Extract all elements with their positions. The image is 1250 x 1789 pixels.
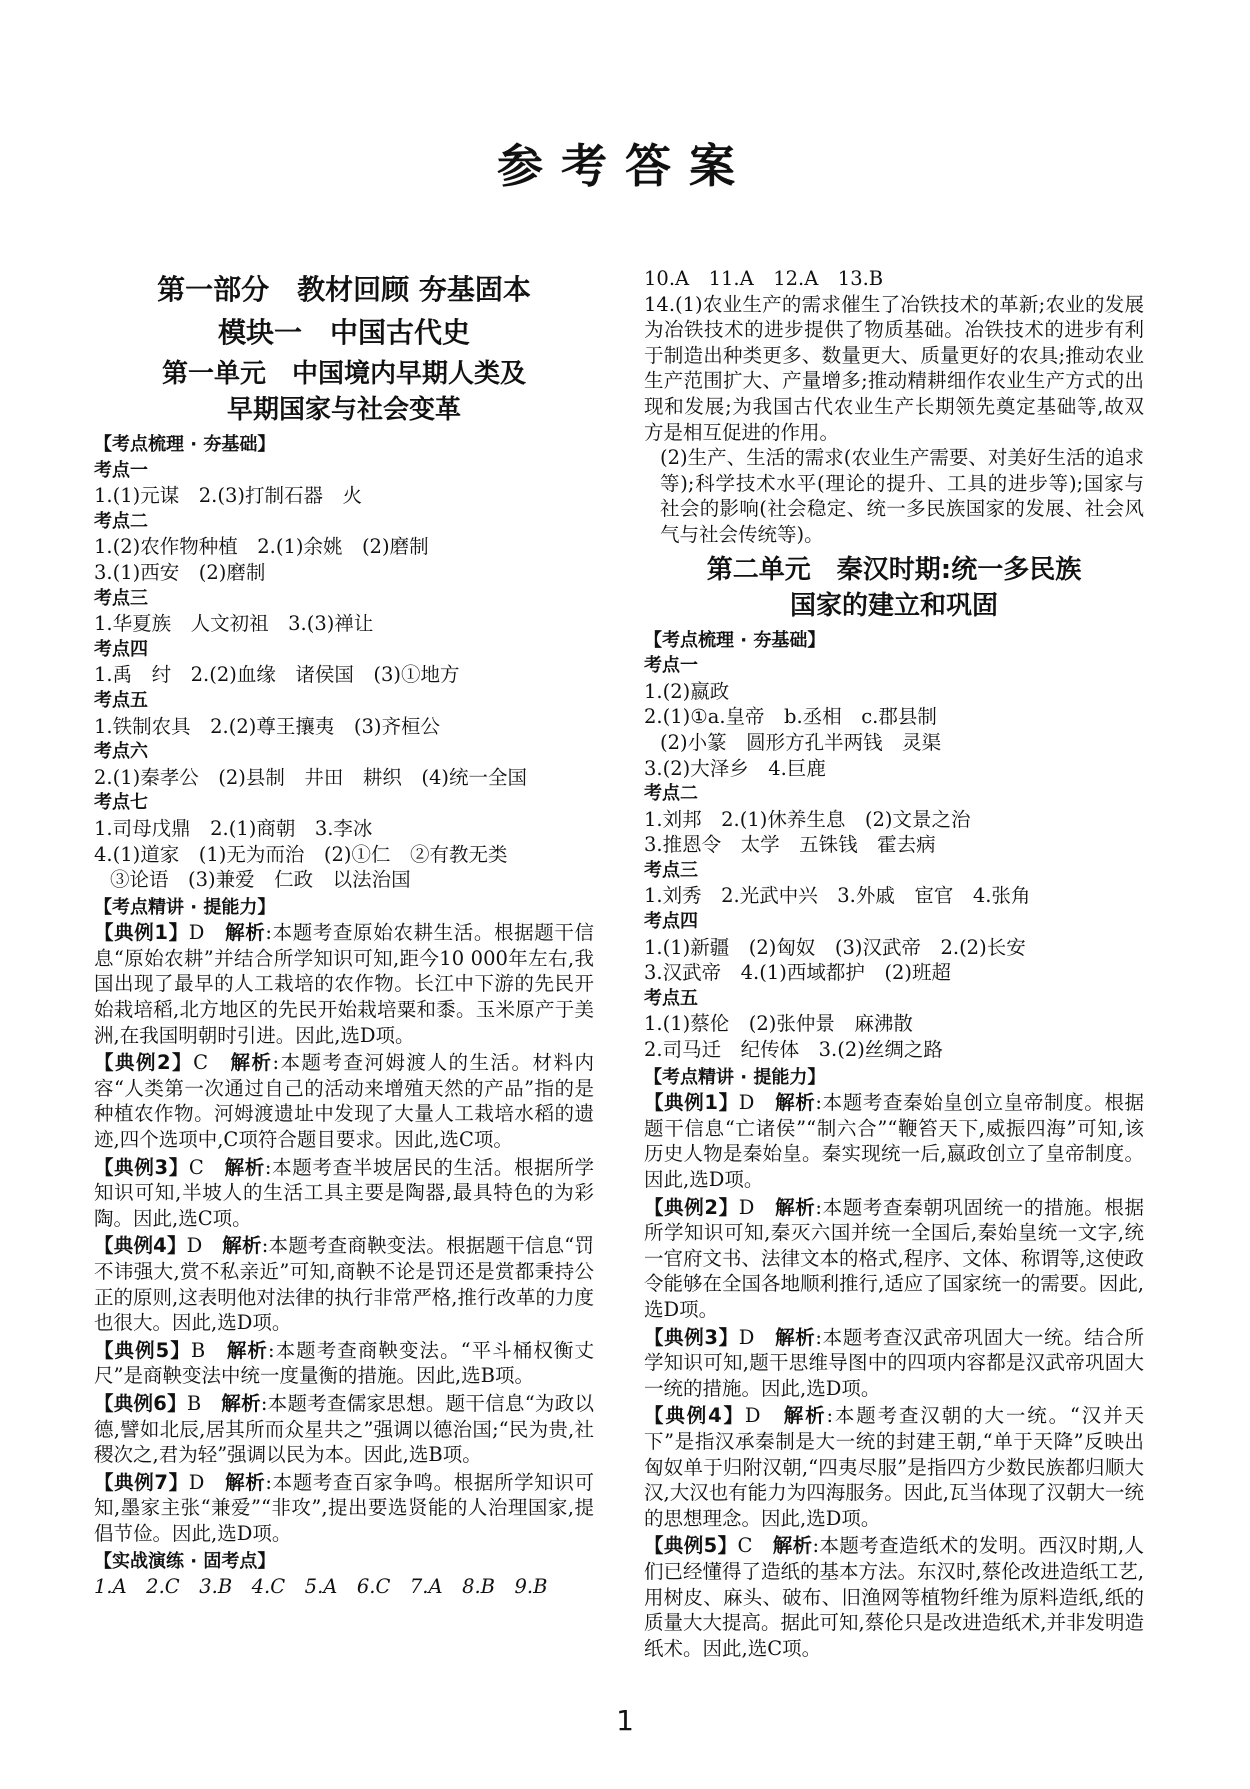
answer-line: 2.司马迁 纪传体 3.(2)丝绸之路	[644, 1038, 943, 1062]
unit-title-line1: 第一单元 中国境内早期人类及	[161, 359, 526, 389]
answer-line: 1.华夏族 人文初祖 3.(3)禅让	[94, 612, 374, 636]
answer-line: 1.(2)嬴政	[644, 679, 730, 703]
question-14-part2: (2)生产、生活的需求(农业生产需要、对美好生活的追求等);科学技术水平(理论的提升、工具的进步等);国家与社会的影响(社会稳定、统一多民族国家的发展、社会风气与社会传统等)。	[660, 446, 1144, 546]
kaodian-heading: 考点四	[644, 911, 698, 933]
answer-line: 1.刘邦 2.(1)休养生息 (2)文景之治	[644, 807, 971, 831]
unit-title-line2: 早期国家与社会变革	[226, 395, 461, 425]
answer-line: 3.(1)西安 (2)磨制	[94, 560, 266, 584]
kaodian-heading: 考点一	[644, 655, 698, 677]
page-number: 1	[616, 1704, 634, 1737]
example-2: 【典例2】D 解析:本题考查秦朝巩固统一的措施。根据所学知识可知,秦灭六国并统一全国后,秦始皇统一文字,统一官府文书、法律文本的格式,程序、文体、称谓等,这使政令能够在全国各地顺利推行,适应了国家统一的需要。因此,选D项。	[644, 1195, 1144, 1321]
answer-line: 3.推恩令 太学 五铢钱 霍去病	[644, 833, 936, 857]
example-1: 【典例1】D 解析:本题考查秦始皇创立皇帝制度。根据题干信息“亡诸侯”“制六合”“鞭笞天下,威振四海”可知,该历史人物是秦始皇。秦实现统一后,嬴政创立了皇帝制度。因此,选D项。	[644, 1091, 1144, 1191]
example-4: 【典例4】D 解析:本题考查汉朝的大一统。“汉并天下”是指汉承秦制是大一统的封建王朝,“单于天降”反映出匈奴单于归附汉朝,“四夷尽服”是指四方少数民族都归顺大汉,大汉也有能力为四海服务。因此,瓦当体现了汉朝大一统的思想理念。因此,选D项。	[644, 1404, 1144, 1530]
kaodian-heading: 考点五	[644, 987, 698, 1009]
section-header: 【考点梳理 · 夯基础】	[94, 434, 276, 455]
answer-line: (2)小篆 圆形方孔半两钱 灵渠	[660, 730, 942, 754]
kaodian-heading: 考点三	[644, 859, 698, 881]
example-3: 【典例3】C 解析:本题考查半坡居民的生活。根据所学知识可知,半坡人的生活工具主要是陶器,最具特色的为彩陶。因此,选C项。	[94, 1155, 594, 1230]
example-5: 【典例5】B 解析:本题考查商鞅变法。“平斗桶权衡丈尺”是商鞅变法中统一度量衡的措施。因此,选B项。	[94, 1338, 594, 1388]
answer-line: 10.A 11.A 12.A 13.B	[644, 267, 884, 290]
module-title: 模块一 中国古代史	[217, 316, 470, 349]
answer-line: 2.(1)秦孝公 (2)县制 井田 耕织 (4)统一全国	[94, 765, 527, 789]
section-header: 【考点梳理 · 夯基础】	[644, 629, 826, 651]
answer-line: 1.(1)元谋 2.(3)打制石器 火	[94, 484, 362, 508]
kaodian-heading: 考点四	[94, 638, 148, 660]
section-header: 【实战演练 · 固考点】	[94, 1550, 276, 1572]
answer-line: 1.刘秀 2.光武中兴 3.外戚 宦官 4.张角	[644, 884, 1031, 908]
kaodian-heading: 考点七	[94, 792, 148, 814]
example-6: 【典例6】B 解析:本题考查儒家思想。题干信息“为政以德,譬如北辰,居其所而众星共之”强调以德治国;“民为贵,社稷次之,君为轻”强调以民为本。因此,选B项。	[94, 1391, 594, 1467]
page-title: 参考答案	[497, 139, 753, 193]
kaodian-heading: 考点一	[94, 459, 148, 481]
kaodian-heading: 考点五	[94, 689, 148, 711]
example-2: 【典例2】C 解析:本题考查河姆渡人的生活。材料内容“人类第一次通过自己的活动来增殖天然的产品”指的是种植农作物。河姆渡遗址中发现了大量人工栽培水稻的遗迹,四个选项中,C项符合题目要求。因此,选C项。	[94, 1051, 594, 1152]
example-5: 【典例5】C 解析:本题考查造纸术的发明。西汉时期,人们已经懂得了造纸的基本方法。东汉时,蔡伦改进造纸工艺,用树皮、麻头、破布、旧渔网等植物纤维为原料造纸,纸的质量大大提高。据此可知,蔡伦只是改进造纸术,并非发明造纸术。因此,选C项。	[644, 1534, 1144, 1660]
kaodian-heading: 考点六	[94, 741, 148, 763]
section-header: 【考点精讲 · 提能力】	[94, 896, 276, 918]
example-3: 【典例3】D 解析:本题考查汉武帝巩固大一统。结合所学知识可知,题干思维导图中的四项内容都是汉武帝巩固大一统的措施。因此,选D项。	[644, 1325, 1144, 1400]
question-14-part1: 14.(1)农业生产的需求催生了冶铁技术的革新;农业的发展为冶铁技术的进步提供了物质基础。冶铁技术的进步有利于制造出种类更多、数量更大、质量更好的农具;推动农业生产范围扩大、产量增多;推动精耕细作农业生产方式的出现和发展;为我国古代农业生产长期领先奠定基础等,故双方是相互促进的作用。	[644, 292, 1144, 444]
example-4: 【典例4】D 解析:本题考查商鞅变法。根据题干信息“罚不讳强大,赏不私亲近”可知,商鞅不论是罚还是赏都秉持公正的原则,这表明他对法律的执行非常严格,推行改革的力度也很大。因此,选D项。	[94, 1234, 594, 1335]
example-1: 【典例1】D 解析:本题考查原始农耕生活。根据题干信息“原始农耕”并结合所学知识可知,距今10 000年左右,我国出现了最早的人工栽培的农作物。长江中下游的先民开始栽培稻,北方地区的先民开始栽培粟和黍。玉米原产于美洲,在我国明朝时引进。因此,选D项。	[94, 921, 594, 1047]
answer-line: 3.汉武帝 4.(1)西域都护 (2)班超	[644, 961, 951, 985]
part-title: 第一部分 教材回顾 夯基固本	[157, 273, 531, 306]
answer-line: 1.(2)农作物种植 2.(1)余姚 (2)磨制	[94, 535, 429, 559]
unit2-title-line2: 国家的建立和巩固	[789, 590, 998, 621]
answer-line: 1.A 2.C 3.B 4.C 5.A 6.C 7.A 8.B 9.B	[94, 1575, 548, 1599]
answer-line: 3.(2)大泽乡 4.巨鹿	[644, 756, 826, 780]
kaodian-heading: 考点二	[644, 783, 698, 805]
unit2-title-line1: 第二单元 秦汉时期:统一多民族	[706, 554, 1082, 585]
answer-line: ③论语 (3)兼爱 仁政 以法治国	[110, 868, 411, 892]
example-7: 【典例7】D 解析:本题考查百家争鸣。根据所学知识可知,墨家主张“兼爱”“非攻”,提出要选贤能的人治理国家,提倡节俭。因此,选D项。	[94, 1470, 594, 1545]
kaodian-heading: 考点三	[94, 587, 148, 609]
answer-line: 1.铁制农具 2.(2)尊王攘夷 (3)齐桓公	[94, 714, 440, 738]
kaodian-heading: 考点二	[94, 510, 148, 532]
left-column	[94, 266, 594, 1600]
answer-line: 1.(1)蔡伦 (2)张仲景 麻沸散	[644, 1012, 913, 1036]
answer-line: 1.禹 纣 2.(2)血缘 诸侯国 (3)①地方	[94, 663, 460, 687]
answer-line: 4.(1)道家 (1)无为而治 (2)①仁 ②有教无类	[94, 842, 508, 866]
right-column	[644, 266, 1144, 1663]
answer-line: 1.司母戊鼎 2.(1)商朝 3.李冰	[94, 816, 373, 840]
answer-line: 1.(1)新疆 (2)匈奴 (3)汉武帝 2.(2)长安	[644, 935, 1026, 959]
answer-line: 2.(1)①a.皇帝 b.丞相 c.郡县制	[644, 705, 937, 729]
section-header: 【考点精讲 · 提能力】	[644, 1066, 826, 1088]
